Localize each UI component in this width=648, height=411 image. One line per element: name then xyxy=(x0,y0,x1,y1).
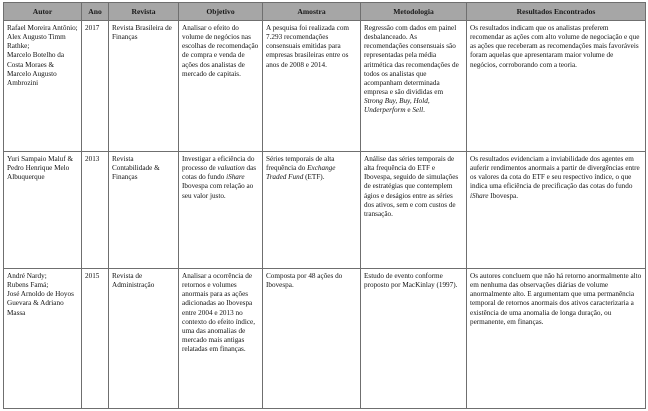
header-ano: Ano xyxy=(82,3,109,21)
author-line: Rubens Famá; xyxy=(7,281,49,290)
header-autor: Autor xyxy=(4,3,82,21)
table-row xyxy=(4,21,646,152)
table-row xyxy=(4,269,646,409)
author-line: Yuri Sampaio Maluf & Pedro Henrique Melo Albuquerque xyxy=(7,155,74,182)
author-line: Alex Augusto Timm Rathke; xyxy=(7,33,66,51)
cell-resultados: Os resultados evidenciam a inviabilidade dos agentes em auferir rendimentos anormais a partir de divergências entre os valores da cota do ETF e seu respectivo índice, o que indica uma eficiência de precificação das cotas do fundo iShare Ibovespa. xyxy=(467,152,646,269)
cell-objetivo: Analisar o efeito do volume de negócios nas escolhas de recomendação de compra e venda de ações dos analistas de mercado de capitais. xyxy=(179,21,263,152)
cell-metodologia: Regressão com dados em painel desbalanceado. As recomendações consensuais são representadas pela média aritmética das recomendações de todos os analistas que acompanham determinada empresa e são divididas em Strong Buy, Buy, Hold, Underperform e Sell. xyxy=(361,21,467,152)
cell-resultados: Os autores concluem que não há retorno anormalmente alto em nenhuma das observações diárias de volume anormalmente alto. E argumentam que uma permanência temporal de retornos anormais dos ativos caracterizaria a existência de uma anomalia de longa duração, ou permanente, em finanças. xyxy=(467,269,646,409)
cell-autor xyxy=(4,152,82,269)
literature-review-table xyxy=(3,2,646,409)
header-amostra: Amostra xyxy=(263,3,361,21)
cell-resultados: Os resultados indicam que os analistas preferem recomendar as ações com alto volume de negociação e que as ações que receberam as recomendações mais favoráveis foram aquelas que apresentaram maior volume de negócios, corroborando com a teoria. xyxy=(467,21,646,152)
header-resultados: Resultados Encontrados xyxy=(467,3,646,21)
cell-ano: 2015 xyxy=(82,269,109,409)
author-line: Rafael Moreira Antônio; xyxy=(7,24,78,32)
author-line: André Nardy; xyxy=(7,272,47,280)
cell-amostra: A pesquisa foi realizada com 7.293 recomendações consensuais emitidas para empresas brasileiras entre os anos de 2008 e 2014. xyxy=(263,21,361,152)
cell-metodologia: Análise das séries temporais de alta frequência do ETF e Ibovespa, seguido de simulações de estratégias que contemplem ágios e deságios entre as séries dos ativos, sem e com custos de transação. xyxy=(361,152,467,269)
cell-amostra: Séries temporais de alta frequência do Exchange Traded Fund (ETF). xyxy=(263,152,361,269)
cell-revista: Revista de Administração xyxy=(109,269,179,409)
cell-autor xyxy=(4,21,82,152)
author-line: Marcelo Botelho da Costa Moraes & xyxy=(7,51,65,69)
cell-revista: Revista Contabilidade & Finanças xyxy=(109,152,179,269)
cell-ano: 2017 xyxy=(82,21,109,152)
table-row xyxy=(4,152,646,269)
cell-autor xyxy=(4,269,82,409)
cell-objetivo: Investigar a eficiência do processo de valuation das cotas do fundo iShare Ibovespa com relação ao seu valor justo. xyxy=(179,152,263,269)
author-line: Marcelo Augusto Ambrozini xyxy=(7,69,57,87)
cell-metodologia: Estudo de evento conforme proposto por MacKinlay (1997). xyxy=(361,269,467,409)
cell-ano: 2013 xyxy=(82,152,109,269)
cell-amostra: Composta por 48 ações do Ibovespa. xyxy=(263,269,361,409)
header-revista: Revista xyxy=(109,3,179,21)
header-objetivo: Objetivo xyxy=(179,3,263,21)
table-header-row xyxy=(4,3,646,21)
literature-table-container xyxy=(3,2,645,409)
cell-objetivo: Analisar a ocorrência de retornos e volumes anormais para as ações adicionadas ao Ibovespa entre 2004 e 2013 no contexto do efeito índice, uma das anomalias de mercado mais antigas relatadas em finanças. xyxy=(179,269,263,409)
author-line: José Arnoldo de Hoyos Guevara & Adriano Massa xyxy=(7,290,74,317)
header-metodologia: Metodologia xyxy=(361,3,467,21)
cell-revista: Revista Brasileira de Finanças xyxy=(109,21,179,152)
